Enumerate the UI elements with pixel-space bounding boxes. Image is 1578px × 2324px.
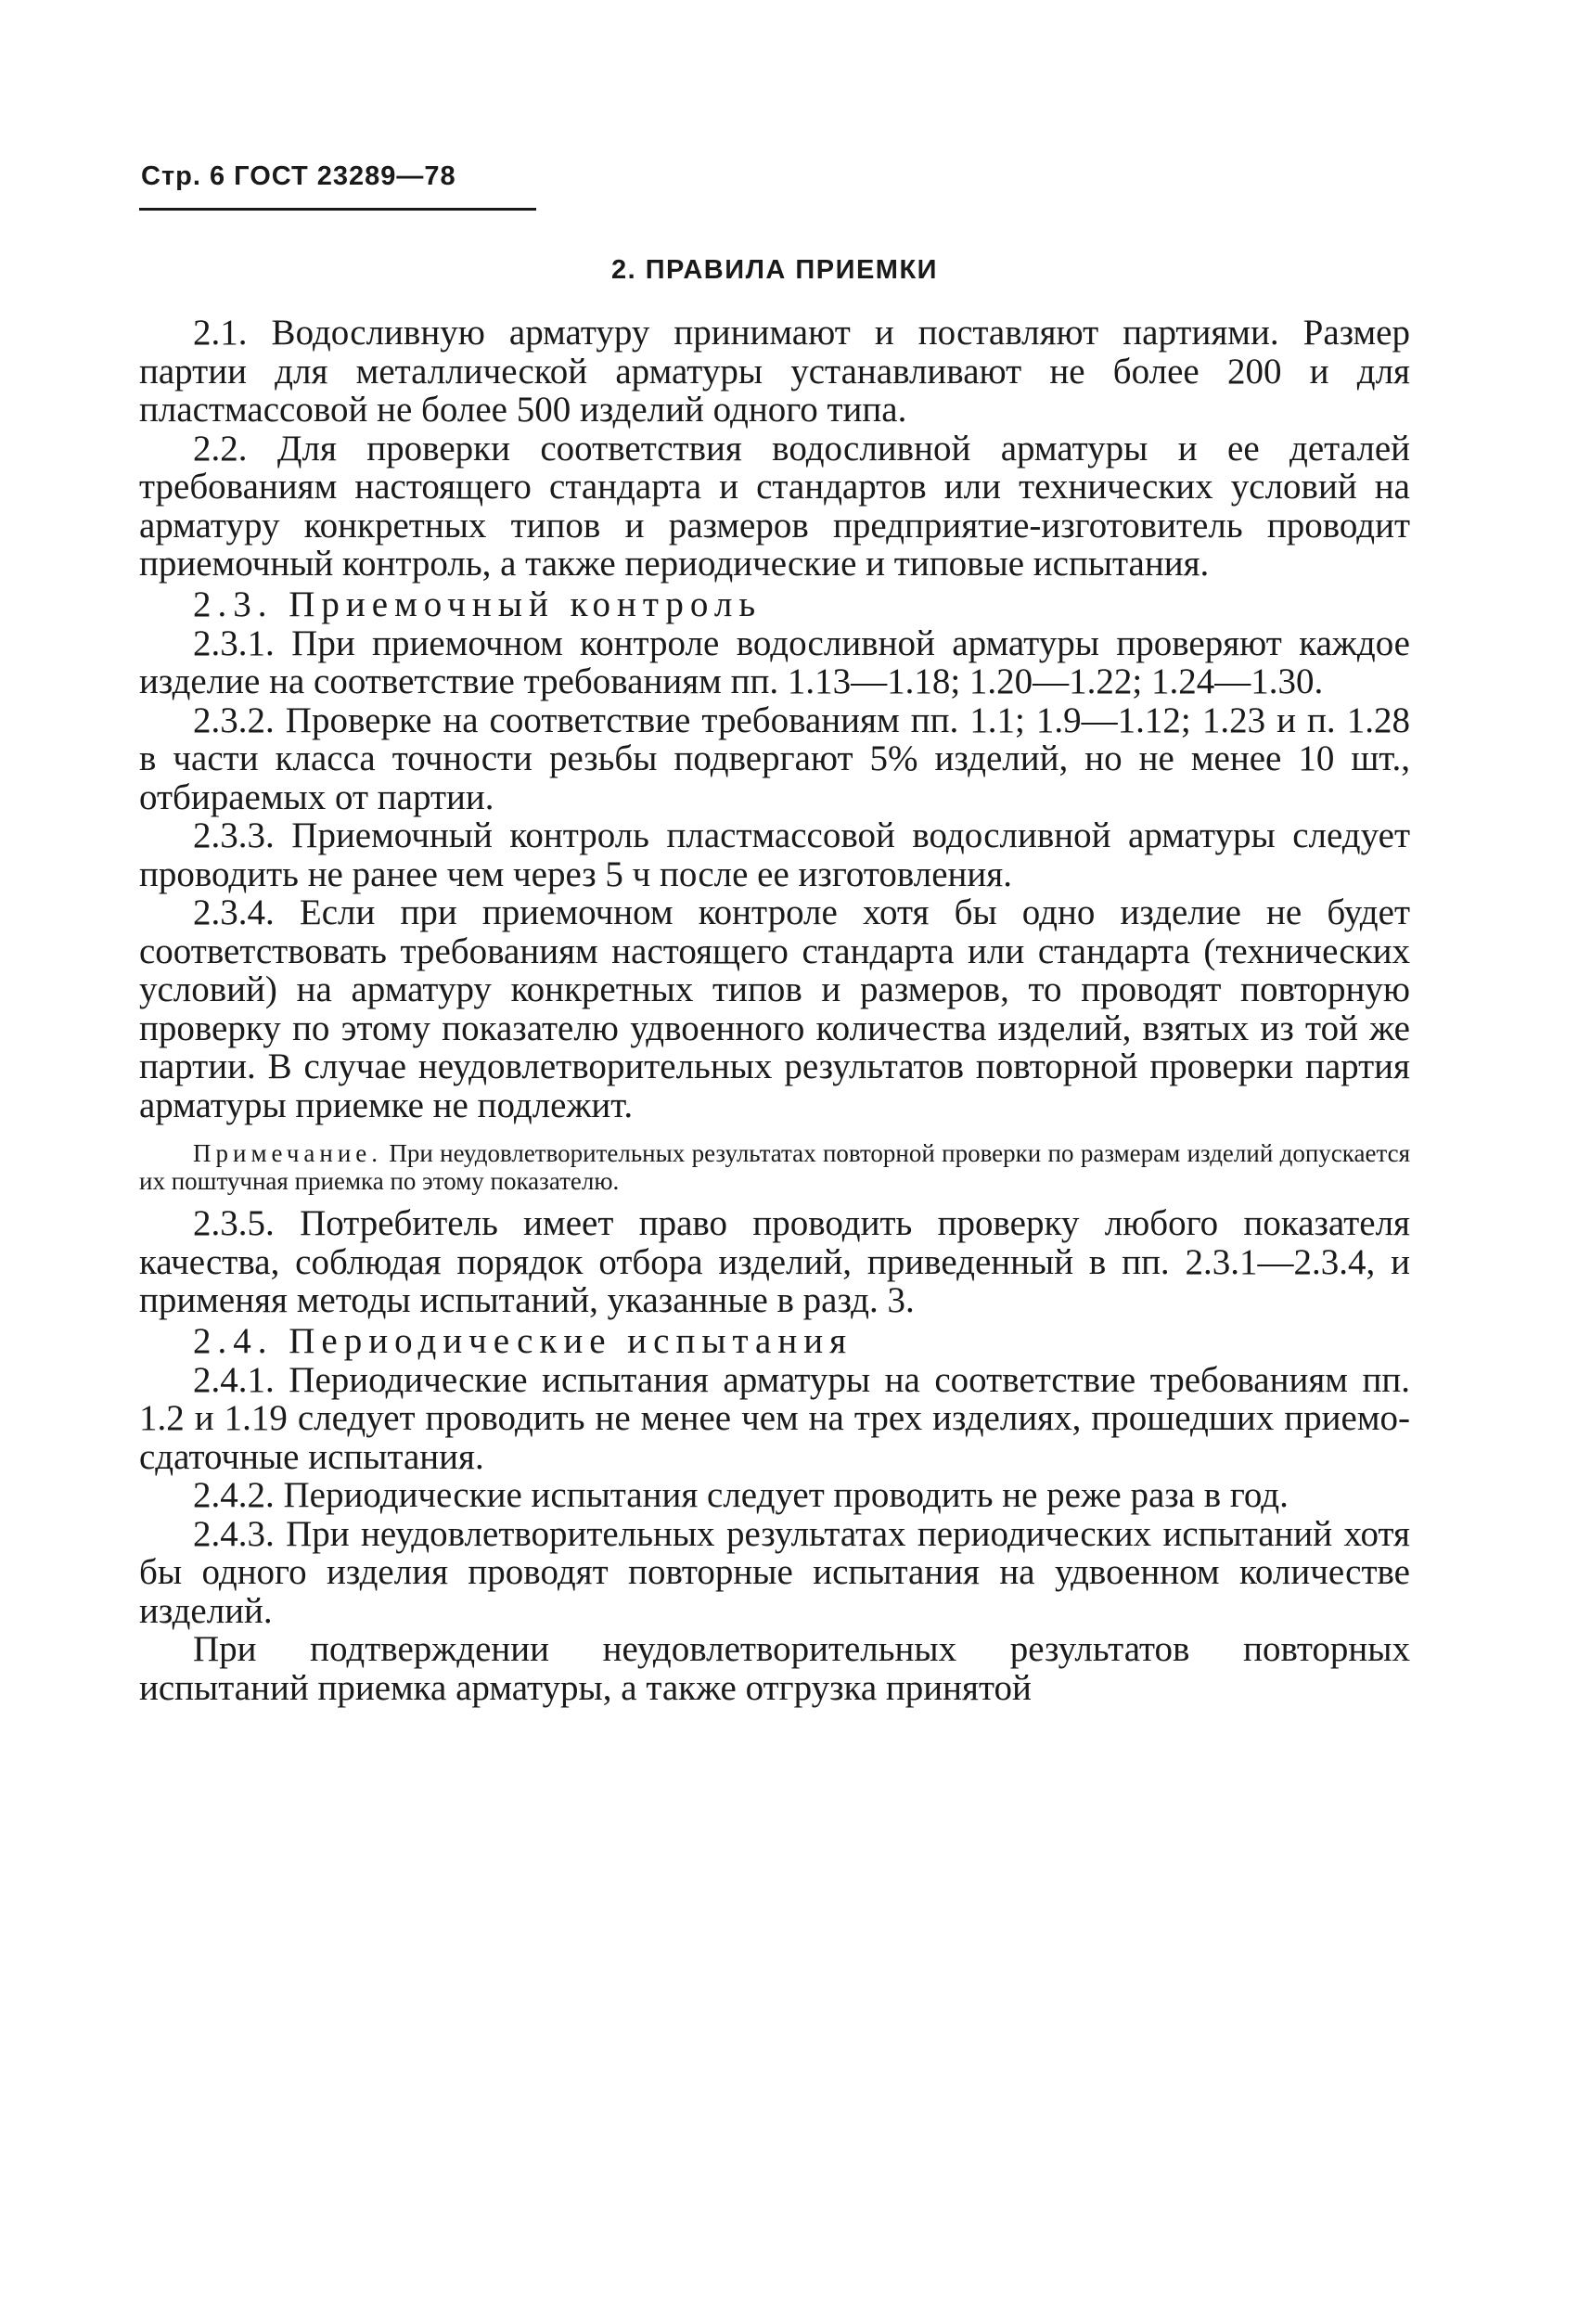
subheading-acceptance-control: 2.3. Приемочный контроль (193, 584, 763, 624)
note-label: Примечание. (193, 1139, 383, 1167)
note-text: При неудовлетворительных результатах повторной проверки по размерам изделий допускается их поштучная приемка по этому показателю. (139, 1139, 1410, 1195)
clause-2-3-4: 2.3.4. Если при приемочном контроле хотя бы одно изделие не будет соответствовать требованиям настоящего стандарта или стандарта (технических условий) на арматуру конкретных типов и размеров, то проводят повторную проверку по этому показателю удвоенного количества изделий, взятых из той же партии. В случае неудовлетворительных результатов повторной проверки партия арматуры приемке не подлежит. (139, 892, 1410, 1125)
note (139, 1139, 1410, 1195)
clause-2-3-1: 2.3.1. При приемочном контроле водосливной арматуры проверяют каждое изделие на соответствие требованиям пп. 1.13—1.18; 1.20—1.22; 1.24—1.30. (139, 623, 1410, 701)
clause-2-4-2: 2.4.2. Периодические испытания следует проводить не реже раза в год. (193, 1475, 1289, 1515)
clause-2-3-5: 2.3.5. Потребитель имеет право проводить проверку любого показателя качества, соблюдая порядок отбора изделий, приведенный в пп. 2.3.1—2.3.4, и применяя методы испытаний, указанные в разд. 3. (139, 1203, 1410, 1320)
clause-2-1: 2.1. Водосливную арматуру принимают и поставляют партиями. Размер партии для металлической арматуры устанавливают не более 200 и для пластмассовой не более 500 изделий одного типа. (139, 313, 1410, 430)
document-page (139, 158, 1410, 1707)
clause-2-4-3-continuation: При подтверждении неудовлетворительных результатов повторных испытаний приемка арматуры, а также отгрузка принятой (139, 1629, 1410, 1708)
clause-2-4-3: 2.4.3. При неудовлетворительных результатах периодических испытаний хотя бы одного изделия проводят повторные испытания на удвоенном количестве изделий. (139, 1513, 1410, 1631)
running-head: Стр. 6 ГОСТ 23289—78 (141, 161, 456, 191)
clause-2-2: 2.2. Для проверки соответствия водосливной арматуры и ее деталей требованиям настоящего стандарта и стандартов или технических условий на арматуру конкретных типов и размеров предприятие-изготовитель проводит приемочный контроль, а также периодические и типовые испытания. (139, 428, 1410, 584)
subheading-periodic-tests: 2.4. Периодические испытания (193, 1320, 853, 1361)
header-rule (139, 208, 536, 211)
clause-2-3-2: 2.3.2. Проверке на соответствие требованиям пп. 1.1; 1.9—1.12; 1.23 и п. 1.28 в части класса точности резьбы подвергают 5% изделий, но не менее 10 шт., отбираемых от партии. (139, 700, 1410, 817)
clause-2-3-3: 2.3.3. Приемочный контроль пластмассовой водосливной арматуры следует проводить не ранее чем через 5 ч после ее изготовления. (139, 815, 1410, 894)
section-title: 2. ПРАВИЛА ПРИЕМКИ (610, 255, 939, 285)
clause-2-4-1: 2.4.1. Периодические испытания арматуры на соответствие требованиям пп. 1.2 и 1.19 следует проводить не менее чем на трех изделиях, прошедших приемо-сдаточные испытания. (139, 1359, 1410, 1477)
